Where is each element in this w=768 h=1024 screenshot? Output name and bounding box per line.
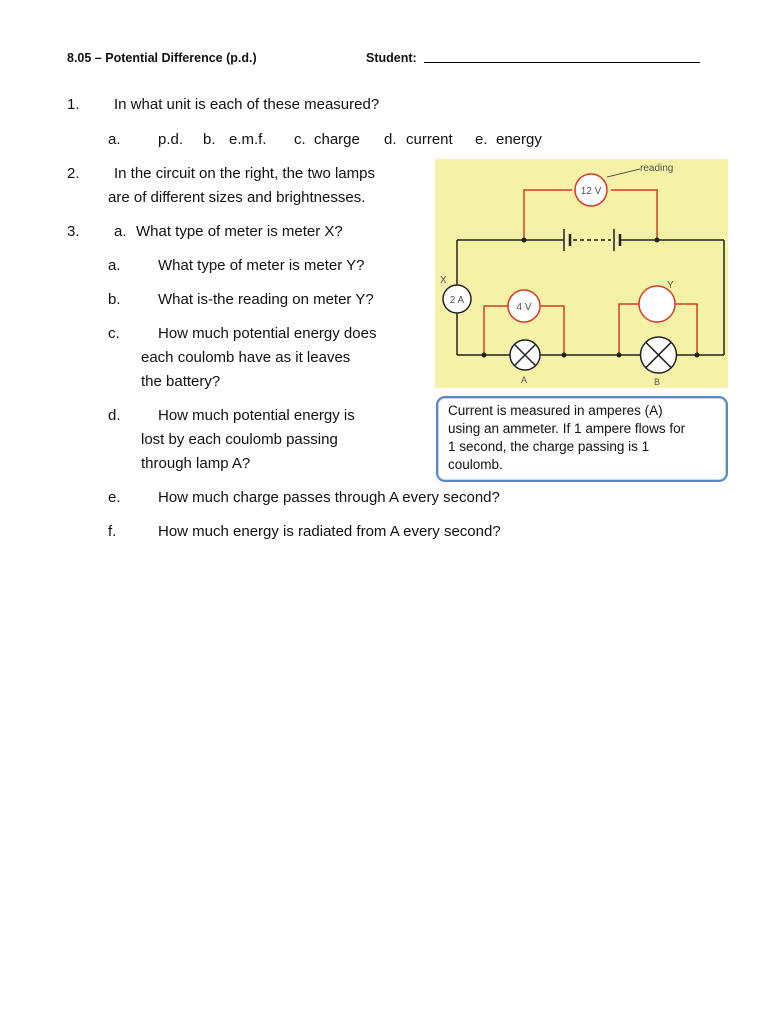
student-label: Student: — [366, 51, 417, 65]
q3-c-line-3: the battery? — [141, 373, 221, 390]
q3-c-letter: c. — [108, 325, 120, 342]
q1-part-c-text: charge — [314, 131, 360, 148]
reading-label: reading — [640, 163, 674, 174]
circuit-wires — [457, 240, 724, 355]
lamp-a-voltmeter-reading: 4 V — [516, 302, 532, 313]
q1-text: In what unit is each of these measured? — [114, 96, 380, 113]
q3-f-text: How much energy is radiated from A every second? — [158, 523, 501, 540]
q3-b-letter: b. — [108, 291, 121, 308]
q3-d-letter: d. — [108, 407, 121, 424]
voltmeter-wires — [484, 190, 697, 355]
q1-number: 1. — [67, 96, 80, 113]
q2-line-1: In the circuit on the right, the two lamps — [114, 165, 375, 182]
q2-line-2: are of different sizes and brightnesses. — [108, 189, 366, 206]
battery-voltmeter — [575, 174, 607, 206]
q3-lead-letter: a. — [114, 223, 127, 240]
q1-part-e-text: energy — [496, 131, 542, 148]
q3-f-letter: f. — [108, 523, 117, 540]
lamp-a — [510, 340, 540, 370]
q1-part-b-letter: b. — [203, 131, 216, 148]
q3-c-line-2: each coulomb have as it leaves — [141, 349, 351, 366]
q3-d-line-3: through lamp A? — [141, 455, 251, 472]
q1-part-a-letter: a. — [108, 131, 121, 148]
circuit-diagram — [435, 159, 728, 388]
q3-a-text: What type of meter is meter Y? — [158, 257, 365, 274]
info-callout — [436, 396, 728, 482]
q3-lead-text: What type of meter is meter X? — [136, 223, 343, 240]
callout-line-1: Current is measured in amperes (A) — [448, 403, 663, 418]
q3-a-letter: a. — [108, 257, 121, 274]
q3-e-text: How much charge passes through A every second? — [158, 489, 500, 506]
callout-line-2: using an ammeter. If 1 ampere flows for — [448, 421, 686, 436]
q3-d-line-2: lost by each coulomb passing — [141, 431, 338, 448]
reading-pointer — [607, 169, 640, 177]
q3-e-letter: e. — [108, 489, 121, 506]
q1-part-a-text: p.d. — [158, 131, 184, 148]
meter-x-reading: 2 A — [449, 295, 465, 306]
meter-x — [443, 285, 471, 313]
q1-part-c-letter: c. — [294, 131, 306, 148]
q1-part-e-letter: e. — [475, 131, 488, 148]
q3-d-line-1: How much potential energy is — [158, 407, 355, 424]
callout-line-3: 1 second, the charge passing is 1 — [448, 439, 650, 454]
q1-part-d-text: current — [406, 131, 453, 148]
battery-cell — [564, 229, 620, 251]
q2-number: 2. — [67, 165, 80, 182]
q3-number: 3. — [67, 223, 80, 240]
meter-y-label: Y — [667, 280, 674, 291]
battery-voltmeter-reading: 12 V — [580, 186, 602, 197]
meter-y — [639, 286, 675, 322]
q3-b-text: What is-the reading on meter Y? — [158, 291, 374, 308]
q1-part-d-letter: d. — [384, 131, 397, 148]
callout-line-4: coulomb. — [448, 457, 503, 472]
student-name-line — [424, 62, 700, 63]
lamp-a-voltmeter — [508, 290, 540, 322]
lamp-b — [641, 337, 677, 373]
worksheet-title: 8.05 – Potential Difference (p.d.) — [67, 51, 257, 65]
meter-x-label: X — [440, 275, 447, 286]
lamp-a-label: A — [521, 375, 528, 385]
q3-c-line-1: How much potential energy does — [158, 325, 377, 342]
circuit-svg — [435, 159, 728, 388]
lamp-b-label: B — [654, 377, 661, 387]
q1-part-b-text: e.m.f. — [229, 131, 267, 148]
